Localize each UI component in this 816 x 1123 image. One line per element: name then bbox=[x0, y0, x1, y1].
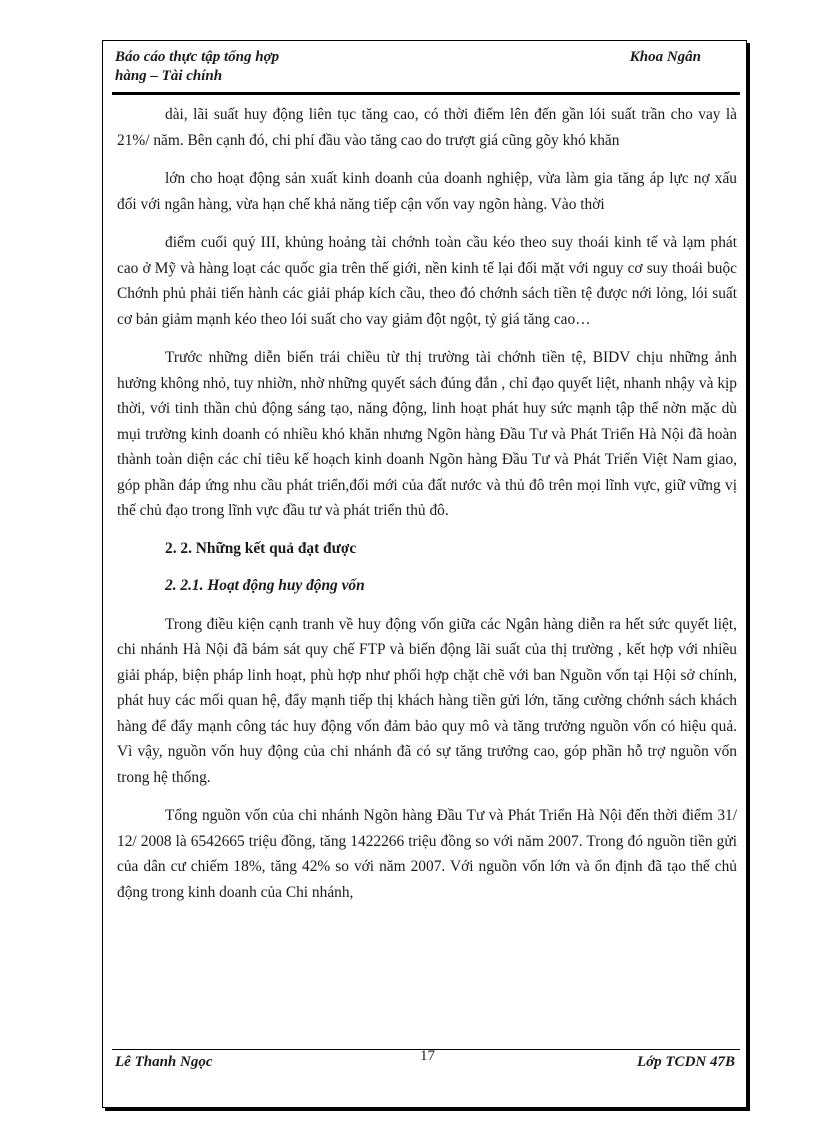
paragraph-2: lớn cho hoạt động sản xuất kinh doanh của doanh nghiệp, vừa làm gia tăng áp lực nợ xấu đối với ngân hàng, vừa hạn chế khả năng tiếp cận vốn vay ngõn hàng. Vào thời bbox=[117, 170, 737, 213]
paragraph-3: điểm cuối quý III, khủng hoảng tài chớnh toàn cầu kéo theo suy thoái kinh tế và lạm phát cao ở Mỹ và hàng loạt các quốc gia trên thế giới, nền kinh tế lại đối mặt với nguy cơ suy thoái buộc Chớnh phủ phải tiến hành các giải pháp kích cầu, theo đó chớnh sách tiền tệ được nới lỏng, lói suất cơ bản giảm mạnh kéo theo lói suất cho vay giảm đột ngột, tỷ giá tăng cao… bbox=[117, 234, 737, 328]
page-border-shadow-right bbox=[747, 43, 750, 1111]
footer-class: Lớp TCDN 47B bbox=[636, 1054, 735, 1070]
section-heading-2-2-1: 2. 2.1. Hoạt động huy động vốn bbox=[165, 577, 365, 594]
header-report-title: Báo cáo thực tập tổng hợp bbox=[115, 49, 280, 65]
page-body bbox=[117, 102, 737, 905]
header-left bbox=[115, 48, 355, 86]
page-border-shadow-bottom bbox=[105, 1108, 750, 1111]
paragraph-5: Trong điều kiện cạnh tranh về huy động vốn giữa các Ngân hàng diễn ra hết sức quyết liệt, chi nhánh Hà Nội đã bám sát quy chế FTP và biến động lãi suất của thị trường , kết hợp với nhiều giải pháp, biện pháp linh hoạt, phù hợp như phối hợp chặt chẽ với ban Nguồn vốn tại Hội sở chính, phát huy các mối quan hệ, đẩy mạnh tiếp thị khách hàng tiền gửi lớn, tăng cường chớnh sách khách hàng để đẩy mạnh công tác huy động vốn đảm bảo quy mô và tăng trưởng nguồn vốn có hiệu quả. Vì vậy, nguồn vốn huy động của chi nhánh đã có sự tăng trưởng cao, góp phần hỗ trợ nguồn vốn trong hệ thống. bbox=[117, 615, 737, 786]
section-heading-2-2: 2. 2. Những kết quả đạt được bbox=[165, 539, 357, 557]
header-rule bbox=[112, 92, 740, 95]
header-department-continuation: hàng – Tài chính bbox=[115, 68, 223, 84]
header-department: Khoa Ngân bbox=[629, 49, 701, 65]
paragraph-1: dài, lãi suất huy động liên tục tăng cao, có thời điểm lên đến gần lói suất trần cho vay là 21%/ năm. Bên cạnh đó, chi phí đầu vào tăng cao do trượt giá cũng gõy khó khăn bbox=[117, 106, 737, 149]
paragraph-4: Trước những diễn biến trái chiều từ thị trường tài chớnh tiền tệ, BIDV chịu những ảnh hưởng không nhỏ, tuy nhiờn, nhờ những quyết sách đúng đắn , chỉ đạo quyết liệt, nhanh nhậy và kịp thời, với tinh thần chủ động sáng tạo, năng động, linh hoạt phát huy sức mạnh tập thể nờn mặc dù mụi trường kinh doanh có nhiều khó khăn nhưng Ngõn hàng Đầu Tư và Phát Triển Hà Nội đã hoàn thành toàn diện các chỉ tiêu kế hoạch kinh doanh Ngõn hàng Đầu Tư và Phát Triển Việt Nam giao, góp phần đáp ứng nhu cầu phát triển,đổi mới của đất nước và thủ đô trên mọi lĩnh vực, giữ vững vị thế chủ đạo trong lĩnh vực đầu tư và phát triển thủ đô. bbox=[117, 349, 737, 519]
footer-author: Lê Thanh Ngọc bbox=[115, 1054, 213, 1070]
page-number: 17 bbox=[420, 1048, 435, 1064]
paragraph-6: Tổng nguồn vốn của chi nhánh Ngõn hàng Đầu Tư và Phát Triển Hà Nội đến thời điểm 31/ 12/ 2008 là 6542665 triệu đồng, tăng 1422266 triệu đồng so với năm 2007. Trong đó nguồn tiền gửi của dân cư chiếm 18%, tăng 42% so với năm 2007. Với nguồn vốn lớn và ổn định đã tạo thế chủ động trong kinh doanh của Chi nhánh, bbox=[117, 807, 737, 901]
